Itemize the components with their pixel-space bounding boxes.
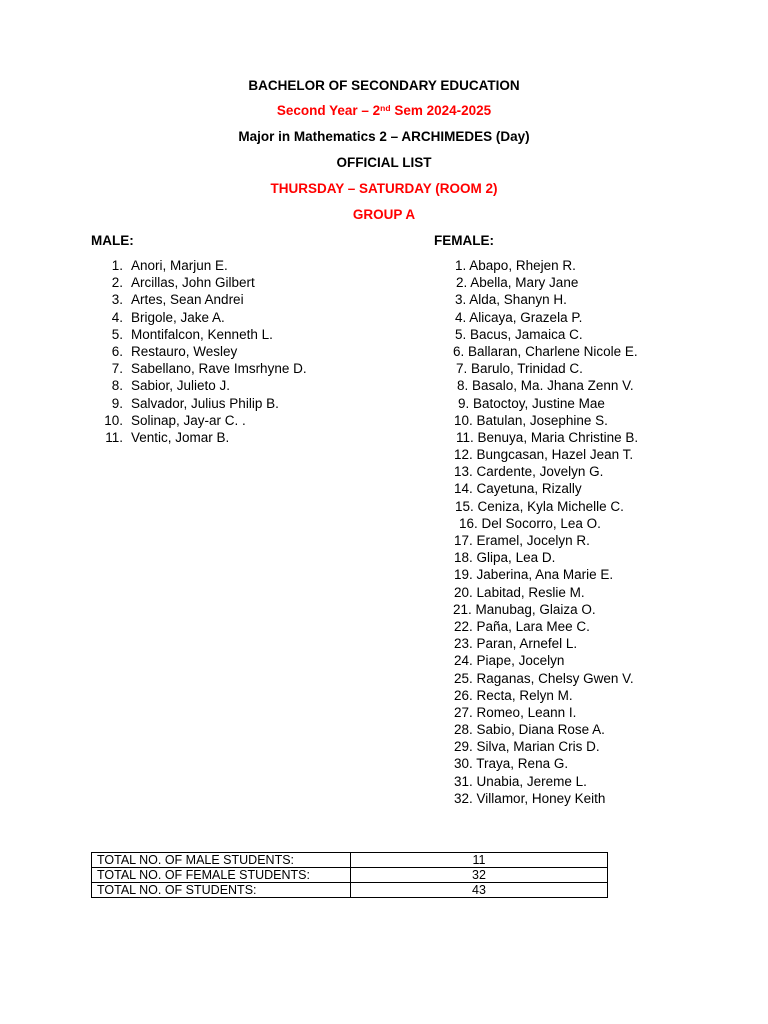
- student-number: 21.: [453, 601, 472, 617]
- female-student-item: [453, 343, 638, 360]
- female-heading: FEMALE:: [434, 233, 494, 248]
- totals-body: [92, 853, 608, 898]
- student-number: 8.: [457, 378, 469, 394]
- student-name: Raganas, Chelsy Gwen V.: [476, 670, 634, 686]
- student-number: 3.: [111, 292, 123, 308]
- student-name: Sabellano, Rave Imsrhyne D.: [131, 361, 307, 377]
- female-student-item: [454, 790, 639, 807]
- year-semester: [0, 103, 768, 119]
- male-student-item: [100, 326, 273, 343]
- student-name: Salvador, Julius Philip B.: [131, 395, 279, 411]
- student-number: 16.: [459, 515, 478, 531]
- female-student-item: [454, 635, 639, 652]
- student-number: 2.: [111, 275, 123, 291]
- female-student-item: [455, 326, 640, 343]
- totals-label: TOTAL NO. OF MALE STUDENTS:: [92, 853, 351, 868]
- totals-label: TOTAL NO. OF FEMALE STUDENTS:: [92, 868, 351, 883]
- totals-label: TOTAL NO. OF STUDENTS:: [92, 883, 351, 898]
- male-student-item: [100, 274, 255, 291]
- student-number: 5.: [455, 326, 467, 342]
- schedule-title: THURSDAY – SATURDAY (ROOM 2): [270, 181, 498, 196]
- female-student-item: [454, 566, 639, 583]
- totals-row: [92, 868, 608, 883]
- student-number: 10.: [454, 412, 473, 428]
- student-name: Recta, Relyn M.: [476, 687, 573, 703]
- student-number: 20.: [454, 584, 473, 600]
- student-name: Restauro, Wesley: [131, 343, 238, 359]
- student-number: 9.: [458, 395, 470, 411]
- totals-table: [91, 852, 608, 898]
- student-number: 3.: [455, 292, 467, 308]
- female-student-item: [453, 601, 638, 618]
- student-name: Ceniza, Kyla Michelle C.: [477, 498, 624, 514]
- student-name: Villamor, Honey Keith: [476, 790, 606, 806]
- male-student-item: [100, 291, 244, 308]
- female-student-item: [455, 257, 640, 274]
- student-number: 11.: [105, 429, 123, 445]
- male-student-item: [100, 360, 307, 377]
- female-student-item: [454, 755, 639, 772]
- totals-value: 32: [351, 868, 608, 883]
- student-number: 8.: [111, 378, 123, 394]
- student-number: 22.: [454, 618, 473, 634]
- group-title: GROUP A: [352, 207, 416, 222]
- list-type-title: OFFICIAL LIST: [336, 155, 432, 170]
- female-student-item: [454, 687, 639, 704]
- student-name: Cardente, Jovelyn G.: [476, 464, 604, 480]
- student-number: 18.: [454, 550, 473, 566]
- student-number: 11.: [456, 429, 474, 445]
- student-name: Abella, Mary Jane: [470, 275, 579, 291]
- student-number: 27.: [454, 704, 473, 720]
- student-name: Benuya, Maria Christine B.: [477, 429, 639, 445]
- student-name: Glipa, Lea D.: [476, 550, 556, 566]
- female-student-item: [454, 480, 639, 497]
- student-name: Ballaran, Charlene Nicole E.: [468, 343, 638, 359]
- program-title: BACHELOR OF SECONDARY EDUCATION: [248, 78, 520, 93]
- totals-value: 43: [351, 883, 608, 898]
- male-student-item: [100, 343, 238, 360]
- student-name: Labitad, Reslie M.: [476, 584, 585, 600]
- student-name: Barulo, Trinidad C.: [471, 361, 583, 377]
- male-student-item: [100, 309, 225, 326]
- student-number: 23.: [454, 636, 473, 652]
- student-number: 7.: [111, 361, 123, 377]
- year-semester-part1: Second Year – 2: [276, 103, 381, 118]
- student-name: Del Socorro, Lea O.: [481, 515, 601, 531]
- female-student-item: [454, 549, 639, 566]
- male-student-list: [100, 257, 307, 446]
- female-student-item: [457, 377, 642, 394]
- student-name: Bacus, Jamaica C.: [470, 326, 583, 342]
- student-number: 29.: [454, 739, 473, 755]
- student-number: 9.: [111, 395, 123, 411]
- student-number: 12.: [454, 447, 473, 463]
- major-title: Major in Mathematics 2 – ARCHIMEDES (Day): [238, 129, 530, 144]
- male-heading: MALE:: [91, 233, 134, 248]
- female-student-item: [454, 773, 639, 790]
- student-name: Paña, Lara Mee C.: [476, 618, 590, 634]
- totals-row: [92, 883, 608, 898]
- student-name: Paran, Arnefel L.: [476, 636, 578, 652]
- student-name: Montifalcon, Kenneth L.: [131, 326, 273, 342]
- female-student-item: [454, 446, 639, 463]
- student-name: Manubag, Glaiza O.: [475, 601, 596, 617]
- student-name: Batoctoy, Justine Mae: [473, 395, 605, 411]
- female-student-item: [458, 395, 643, 412]
- male-student-item: [100, 429, 230, 446]
- female-student-list: [454, 257, 639, 807]
- student-name: Sabio, Diana Rose A.: [476, 722, 605, 738]
- female-student-item: [454, 584, 639, 601]
- student-number: 6.: [111, 343, 123, 359]
- male-student-item: [100, 412, 246, 429]
- student-number: 30.: [454, 756, 473, 772]
- female-student-item: [454, 532, 639, 549]
- male-student-item: [100, 257, 228, 274]
- student-number: 15.: [455, 498, 474, 514]
- student-number: 17.: [454, 533, 473, 548]
- student-number: 10.: [104, 412, 123, 428]
- student-number: 1.: [111, 258, 123, 273]
- female-student-item: [454, 652, 639, 669]
- female-student-item: [455, 291, 640, 308]
- student-name: Artes, Sean Andrei: [131, 292, 244, 308]
- student-name: Bungcasan, Hazel Jean T.: [476, 447, 634, 463]
- totals-row: [92, 853, 608, 868]
- student-name: Alda, Shanyn H.: [469, 292, 567, 308]
- student-name: Romeo, Leann I.: [476, 704, 577, 720]
- student-number: 6.: [453, 343, 465, 359]
- student-name: Basalo, Ma. Jhana Zenn V.: [472, 378, 634, 394]
- student-name: Piape, Jocelyn: [476, 653, 565, 669]
- student-name: Cayetuna, Rizally: [476, 481, 582, 497]
- female-student-item: [456, 360, 641, 377]
- student-number: 4.: [455, 309, 467, 325]
- student-number: 5.: [111, 326, 123, 342]
- student-number: 28.: [454, 722, 473, 738]
- female-student-item: [456, 429, 641, 446]
- student-number: 19.: [454, 567, 473, 583]
- student-number: 32.: [454, 790, 473, 806]
- student-number: 26.: [454, 687, 473, 703]
- student-name: Eramel, Jocelyn R.: [476, 533, 590, 548]
- student-number: 14.: [454, 481, 473, 497]
- female-student-item: [454, 618, 639, 635]
- female-student-item: [455, 498, 640, 515]
- year-semester-superscript: nd: [380, 103, 391, 113]
- student-name: Batulan, Josephine S.: [476, 412, 608, 428]
- student-name: Traya, Rena G.: [476, 756, 569, 772]
- student-name: Silva, Marian Cris D.: [476, 739, 600, 755]
- male-student-item: [100, 395, 279, 412]
- female-student-item: [454, 721, 639, 738]
- female-student-item: [459, 515, 644, 532]
- female-student-item: [454, 670, 639, 687]
- student-number: 25.: [454, 670, 473, 686]
- male-student-item: [100, 377, 231, 394]
- female-student-item: [455, 309, 640, 326]
- female-student-item: [454, 463, 639, 480]
- female-student-item: [454, 412, 639, 429]
- year-semester-part2: Sem 2024-2025: [390, 103, 492, 118]
- student-number: 2.: [456, 275, 468, 291]
- student-name: Sabior, Julieto J.: [131, 378, 231, 394]
- student-name: Brigole, Jake A.: [131, 309, 225, 325]
- student-number: 7.: [456, 361, 468, 377]
- student-number: 13.: [454, 464, 473, 480]
- female-student-item: [454, 704, 639, 721]
- student-number: 24.: [454, 653, 473, 669]
- student-name: Alicaya, Grazela P.: [469, 309, 583, 325]
- student-number: 1.: [455, 258, 467, 273]
- student-name: Ventic, Jomar B.: [131, 429, 230, 445]
- female-student-item: [456, 274, 641, 291]
- female-student-item: [454, 738, 639, 755]
- student-number: 31.: [454, 773, 473, 789]
- student-number: 4.: [111, 309, 123, 325]
- student-name: Solinap, Jay-ar C. .: [131, 412, 246, 428]
- student-name: Jaberina, Ana Marie E.: [476, 567, 614, 583]
- student-name: Abapo, Rhejen R.: [469, 258, 576, 273]
- student-name: Unabia, Jereme L.: [476, 773, 587, 789]
- totals-value: 11: [351, 853, 608, 868]
- student-name: Anori, Marjun E.: [131, 258, 228, 273]
- student-name: Arcillas, John Gilbert: [131, 275, 255, 291]
